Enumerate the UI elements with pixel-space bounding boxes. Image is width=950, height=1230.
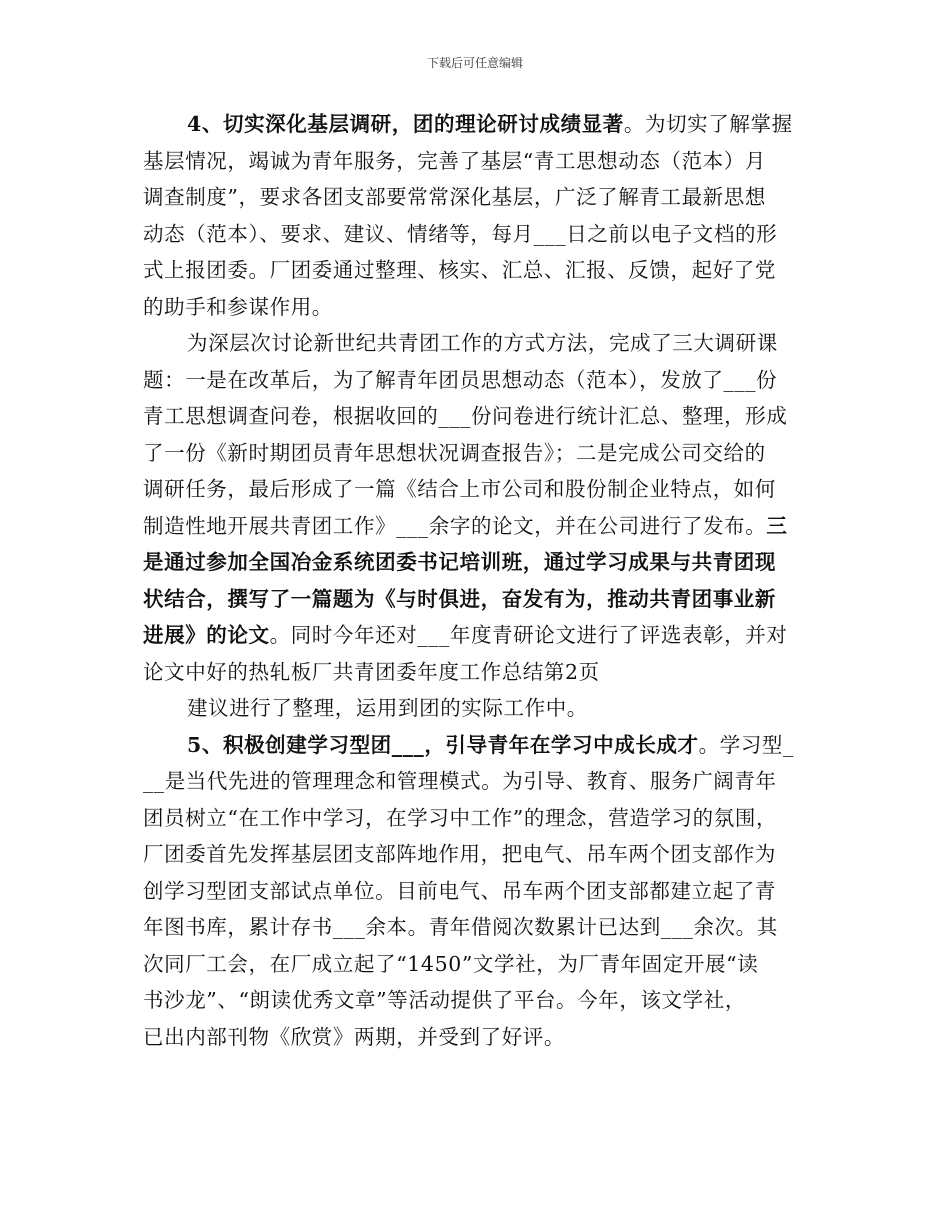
text-segment: 青工思想调查问卷，根据收回的___份问卷进行统计汇总、整理，形成 bbox=[143, 404, 788, 428]
text-segment: 次同厂工会，在厂成立起了“1450”文学社，为厂青年固定开展“读 bbox=[143, 951, 759, 976]
text-segment: 。为切实了解掌握 bbox=[623, 112, 793, 136]
text-line bbox=[143, 325, 811, 362]
bold-text-segment: 5、积极创建学习型团___，引导青年在学习中成长成才 bbox=[187, 732, 699, 757]
bold-text-segment: 是通过参加全国冶金系统团委书记培训班，通过学习成果与共青团现 bbox=[143, 550, 776, 574]
text-segment: 。同时今年还对___年度青研论文进行了评选表彰，并对 bbox=[269, 623, 788, 647]
text-line bbox=[143, 362, 811, 399]
text-segment: 团员树立“在工作中学习，在学习中工作”的理念，营造学习的氛围， bbox=[143, 805, 778, 830]
text-line bbox=[143, 106, 811, 143]
text-segment: 的助手和参谋作用。 bbox=[143, 294, 333, 319]
text-line bbox=[143, 873, 811, 910]
text-line bbox=[143, 252, 811, 289]
text-segment: 了一份《新时期团员青年思想状况调查报告》；二是完成公司交给的 bbox=[143, 440, 766, 465]
text-line bbox=[143, 727, 811, 764]
text-line bbox=[143, 654, 811, 691]
bold-text-segment: 进展》的论文 bbox=[143, 623, 270, 647]
text-line bbox=[143, 946, 811, 983]
text-line bbox=[143, 1019, 811, 1056]
text-line bbox=[143, 982, 811, 1019]
text-segment: 已出内部刊物《欣赏》两期，并受到了好评。 bbox=[143, 1024, 565, 1049]
text-line bbox=[143, 289, 811, 326]
text-line bbox=[143, 544, 811, 581]
text-segment: 为深层次讨论新世纪共青团工作的方式方法，完成了三大调研课 bbox=[187, 331, 778, 355]
text-segment: 动态（范本）、要求、建议、情绪等，每月___日之前以电子文档的形 bbox=[143, 221, 778, 246]
text-segment: 建议进行了整理，运用到团的实际工作中。 bbox=[187, 696, 588, 720]
text-line bbox=[143, 581, 811, 618]
text-line bbox=[143, 763, 811, 800]
text-segment: 式上报团委。厂团委通过整理、核实、汇总、汇报、反馈，起好了党 bbox=[143, 258, 776, 282]
text-line bbox=[143, 836, 811, 873]
text-segment: 年图书库，累计存书___余本。青年借阅次数累计已达到___余次。其 bbox=[143, 915, 778, 939]
document-body bbox=[143, 106, 811, 1055]
text-line bbox=[143, 471, 811, 508]
text-segment: 题：一是在改革后，为了解青年团员思想动态（范本），发放了___份 bbox=[143, 367, 778, 392]
text-segment: __是当代先进的管理理念和管理模式。为引导、教育、服务广阔青年 bbox=[143, 769, 777, 793]
text-segment: 调研任务，最后形成了一篇《结合上市公司和股份制企业特点，如何 bbox=[143, 477, 776, 501]
text-segment: 。学习型_ bbox=[698, 732, 794, 757]
text-line bbox=[143, 690, 811, 727]
text-line bbox=[143, 179, 811, 216]
text-segment: 论文中好的热轧板厂共青团委年度工作总结第2页 bbox=[143, 659, 600, 684]
text-line bbox=[143, 909, 811, 946]
text-segment: 调查制度”，要求各团支部要常常深化基层，广泛了解青工最新思想 bbox=[143, 185, 766, 209]
text-segment: 制造性地开展共青团工作》___余字的论文，并在公司进行了发布。 bbox=[143, 513, 767, 538]
bold-text-segment: 三 bbox=[766, 513, 788, 538]
text-segment: 厂团委首先发挥基层团支部阵地作用，把电气、吊车两个团支部作为 bbox=[143, 842, 776, 866]
text-segment: 创学习型团支部试点单位。目前电气、吊车两个团支部都建立起了青 bbox=[143, 878, 776, 903]
page-header: 下载后可任意编辑 bbox=[426, 56, 523, 70]
bold-text-segment: 状结合，撰写了一篇题为《与时俱进，奋发有为，推动共青团事业新 bbox=[143, 586, 776, 611]
text-line bbox=[143, 617, 811, 654]
text-line bbox=[143, 800, 811, 837]
text-line bbox=[143, 435, 811, 472]
bold-text-segment: 4、切实深化基层调研，团的理论研讨成绩显著 bbox=[187, 112, 624, 136]
text-line bbox=[143, 508, 811, 545]
text-segment: 书沙龙”、“朗读优秀文章”等活动提供了平台。今年，该文学社， bbox=[143, 988, 746, 1012]
text-segment: 基层情况，竭诚为青年服务，完善了基层“青工思想动态（范本）月 bbox=[143, 148, 766, 173]
text-line bbox=[143, 216, 811, 253]
text-line bbox=[143, 398, 811, 435]
text-line bbox=[143, 143, 811, 180]
